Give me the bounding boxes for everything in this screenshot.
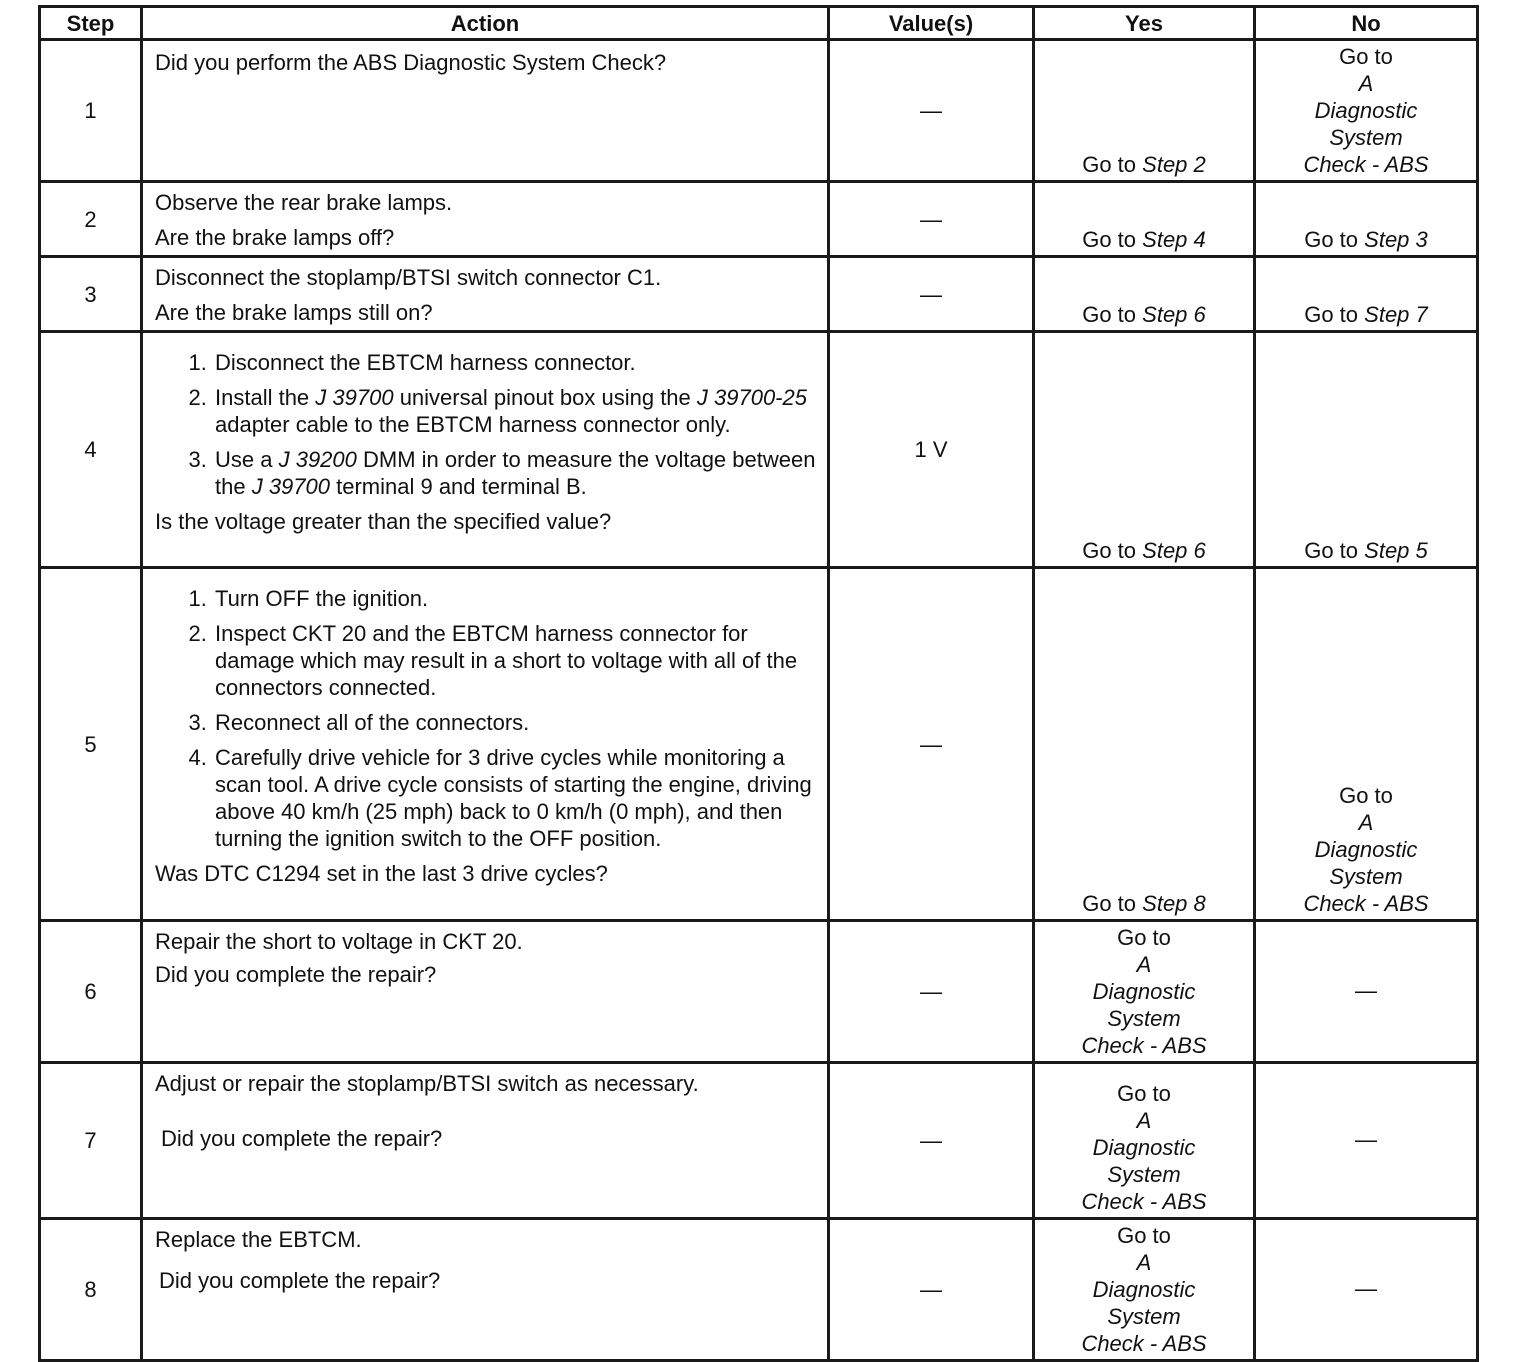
- ref-system: System: [1107, 1304, 1181, 1329]
- item-text: universal pinout box using the: [393, 385, 697, 410]
- tool-ref: J 39700: [251, 474, 330, 499]
- action-cell: [142, 40, 829, 182]
- header-step: Step: [40, 7, 142, 40]
- action-instruction: Disconnect the stoplamp/BTSI switch connector C1.: [155, 265, 662, 290]
- step-number: 4: [40, 332, 142, 568]
- ref-check: Check - ABS: [1081, 1331, 1207, 1356]
- table-row-step-4: [40, 332, 1478, 568]
- ref-system: System: [1107, 1006, 1181, 1031]
- go-to-label: Go to: [1117, 1223, 1171, 1248]
- yes-cell: [1034, 257, 1255, 332]
- no-cell: [1255, 40, 1478, 182]
- list-item: 4. Carefully drive vehicle for 3 drive cycles while monitoring a scan tool. A drive cycle consists of starting the engine, driving above 40 km/h (25 mph) back to 0 km/h (0 mph), and then turning the ignition switch to the OFF position.: [213, 744, 817, 852]
- item-text: adapter cable to the EBTCM harness connector only.: [215, 412, 731, 437]
- ref-check: Check - ABS: [1303, 152, 1429, 177]
- table-row-step-7: [40, 1063, 1478, 1219]
- action-steps-list: [155, 585, 817, 852]
- table-row-step-5: [40, 568, 1478, 921]
- ref-diagnostic: Diagnostic: [1314, 837, 1418, 862]
- action-question: Did you complete the repair?: [161, 1126, 443, 1151]
- list-item: [213, 446, 817, 500]
- action-instruction: Adjust or repair the stoplamp/BTSI switch as necessary.: [155, 1071, 699, 1096]
- yes-step-link[interactable]: Step 8: [1142, 891, 1206, 916]
- header-values: Value(s): [829, 7, 1034, 40]
- step-number: 2: [40, 182, 142, 257]
- ref-system: System: [1107, 1162, 1181, 1187]
- tool-ref: J 39700: [315, 385, 394, 410]
- action-cell: [142, 1063, 829, 1219]
- go-to-label: Go to: [1304, 538, 1359, 563]
- go-to-label: Go to: [1082, 302, 1137, 327]
- action-question: Did you complete the repair?: [159, 1268, 441, 1293]
- table-row-step-6: [40, 921, 1478, 1063]
- value-cell: —: [829, 40, 1034, 182]
- action-question: Did you perform the ABS Diagnostic System Check?: [155, 50, 667, 75]
- diagnostic-check-link[interactable]: [1256, 43, 1476, 178]
- header-no: No: [1255, 7, 1478, 40]
- ref-check: Check - ABS: [1303, 891, 1429, 916]
- no-cell: [1255, 182, 1478, 257]
- item-text: DMM in order to measure the voltage between the: [215, 447, 816, 499]
- go-to-label: Go to: [1082, 538, 1137, 563]
- no-cell: [1255, 332, 1478, 568]
- ref-a: A: [1136, 1250, 1152, 1275]
- go-to-label: Go to: [1304, 227, 1359, 252]
- action-steps-list: [155, 349, 817, 500]
- value-cell: —: [829, 1219, 1034, 1361]
- item-text: Use a: [215, 447, 279, 472]
- go-to-label: Go to: [1082, 227, 1137, 252]
- item-text: Disconnect the EBTCM harness connector.: [215, 350, 636, 375]
- step-number: 5: [40, 568, 142, 921]
- action-question: Was DTC C1294 set in the last 3 drive cycles?: [155, 861, 608, 886]
- item-text: terminal 9 and terminal B.: [330, 474, 587, 499]
- yes-cell: [1034, 332, 1255, 568]
- yes-cell: [1034, 921, 1255, 1063]
- value-cell: —: [829, 182, 1034, 257]
- table-row-step-2: [40, 182, 1478, 257]
- diagnostic-check-link[interactable]: [1035, 1222, 1253, 1357]
- ref-system: System: [1329, 864, 1403, 889]
- list-item: [213, 349, 817, 376]
- tool-ref: J 39700-25: [696, 385, 807, 410]
- no-cell: [1255, 257, 1478, 332]
- yes-cell: [1034, 182, 1255, 257]
- step-number: 7: [40, 1063, 142, 1219]
- ref-check: Check - ABS: [1081, 1033, 1207, 1058]
- action-cell: [142, 568, 829, 921]
- go-to-label: Go to: [1117, 925, 1171, 950]
- ref-diagnostic: Diagnostic: [1092, 1135, 1196, 1160]
- no-cell: —: [1255, 1219, 1478, 1361]
- go-to-label: Go to: [1339, 44, 1393, 69]
- step-number: 6: [40, 921, 142, 1063]
- action-instruction: Replace the EBTCM.: [155, 1227, 362, 1252]
- step-number: 1: [40, 40, 142, 182]
- go-to-label: Go to: [1339, 783, 1393, 808]
- diagnostic-check-link[interactable]: [1035, 1080, 1253, 1215]
- action-cell: [142, 921, 829, 1063]
- header-yes: Yes: [1034, 7, 1255, 40]
- go-to-label: Go to: [1117, 1081, 1171, 1106]
- action-instruction: Repair the short to voltage in CKT 20.: [155, 929, 523, 954]
- list-item: 1. Turn OFF the ignition.: [213, 585, 817, 612]
- no-cell: —: [1255, 921, 1478, 1063]
- value-cell: —: [829, 257, 1034, 332]
- action-question: Are the brake lamps still on?: [155, 300, 433, 325]
- no-step-link[interactable]: Step 5: [1364, 538, 1428, 563]
- ref-a: A: [1358, 810, 1374, 835]
- no-cell: —: [1255, 1063, 1478, 1219]
- ref-diagnostic: Diagnostic: [1314, 98, 1418, 123]
- list-item: 2. Inspect CKT 20 and the EBTCM harness connector for damage which may result in a short to voltage with all of the connectors connected.: [213, 620, 817, 701]
- ref-diagnostic: Diagnostic: [1092, 1277, 1196, 1302]
- no-step-link[interactable]: Step 3: [1364, 227, 1428, 252]
- header-row: [40, 7, 1478, 40]
- value-cell: —: [829, 568, 1034, 921]
- action-cell: [142, 332, 829, 568]
- action-question: Are the brake lamps off?: [155, 225, 395, 250]
- ref-a: A: [1136, 1108, 1152, 1133]
- yes-step-link[interactable]: Step 4: [1142, 227, 1206, 252]
- action-cell: [142, 1219, 829, 1361]
- value-cell: —: [829, 1063, 1034, 1219]
- go-to-label: Go to: [1082, 891, 1137, 916]
- yes-step-link[interactable]: Step 2: [1142, 152, 1206, 177]
- diagnostic-check-link[interactable]: [1256, 782, 1476, 917]
- action-instruction: Observe the rear brake lamps.: [155, 190, 453, 215]
- table-row-step-3: [40, 257, 1478, 332]
- action-question: Did you complete the repair?: [155, 962, 437, 987]
- step-number: 8: [40, 1219, 142, 1361]
- no-cell: [1255, 568, 1478, 921]
- yes-cell: [1034, 568, 1255, 921]
- yes-cell: [1034, 1219, 1255, 1361]
- step-number: 3: [40, 257, 142, 332]
- ref-a: A: [1136, 952, 1152, 977]
- ref-a: A: [1358, 71, 1374, 96]
- no-step-link[interactable]: Step 7: [1364, 302, 1428, 327]
- item-text: Install the: [215, 385, 316, 410]
- go-to-label: Go to: [1082, 152, 1137, 177]
- action-cell: [142, 182, 829, 257]
- diagnostic-table: [38, 5, 1479, 1362]
- table-row-step-1: [40, 40, 1478, 182]
- header-action: Action: [142, 7, 829, 40]
- yes-step-link[interactable]: Step 6: [1142, 538, 1206, 563]
- yes-cell: [1034, 40, 1255, 182]
- ref-diagnostic: Diagnostic: [1092, 979, 1196, 1004]
- value-cell: 1 V: [829, 332, 1034, 568]
- table-row-step-8: [40, 1219, 1478, 1361]
- value-cell: —: [829, 921, 1034, 1063]
- diagnostic-check-link[interactable]: [1035, 924, 1253, 1059]
- ref-system: System: [1329, 125, 1403, 150]
- go-to-label: Go to: [1304, 302, 1359, 327]
- action-question: Is the voltage greater than the specified value?: [155, 509, 612, 534]
- list-item: [213, 384, 817, 438]
- tool-ref: J 39200: [278, 447, 357, 472]
- list-item: 3. Reconnect all of the connectors.: [213, 709, 817, 736]
- ref-check: Check - ABS: [1081, 1189, 1207, 1214]
- yes-step-link[interactable]: Step 6: [1142, 302, 1206, 327]
- yes-cell: [1034, 1063, 1255, 1219]
- action-cell: [142, 257, 829, 332]
